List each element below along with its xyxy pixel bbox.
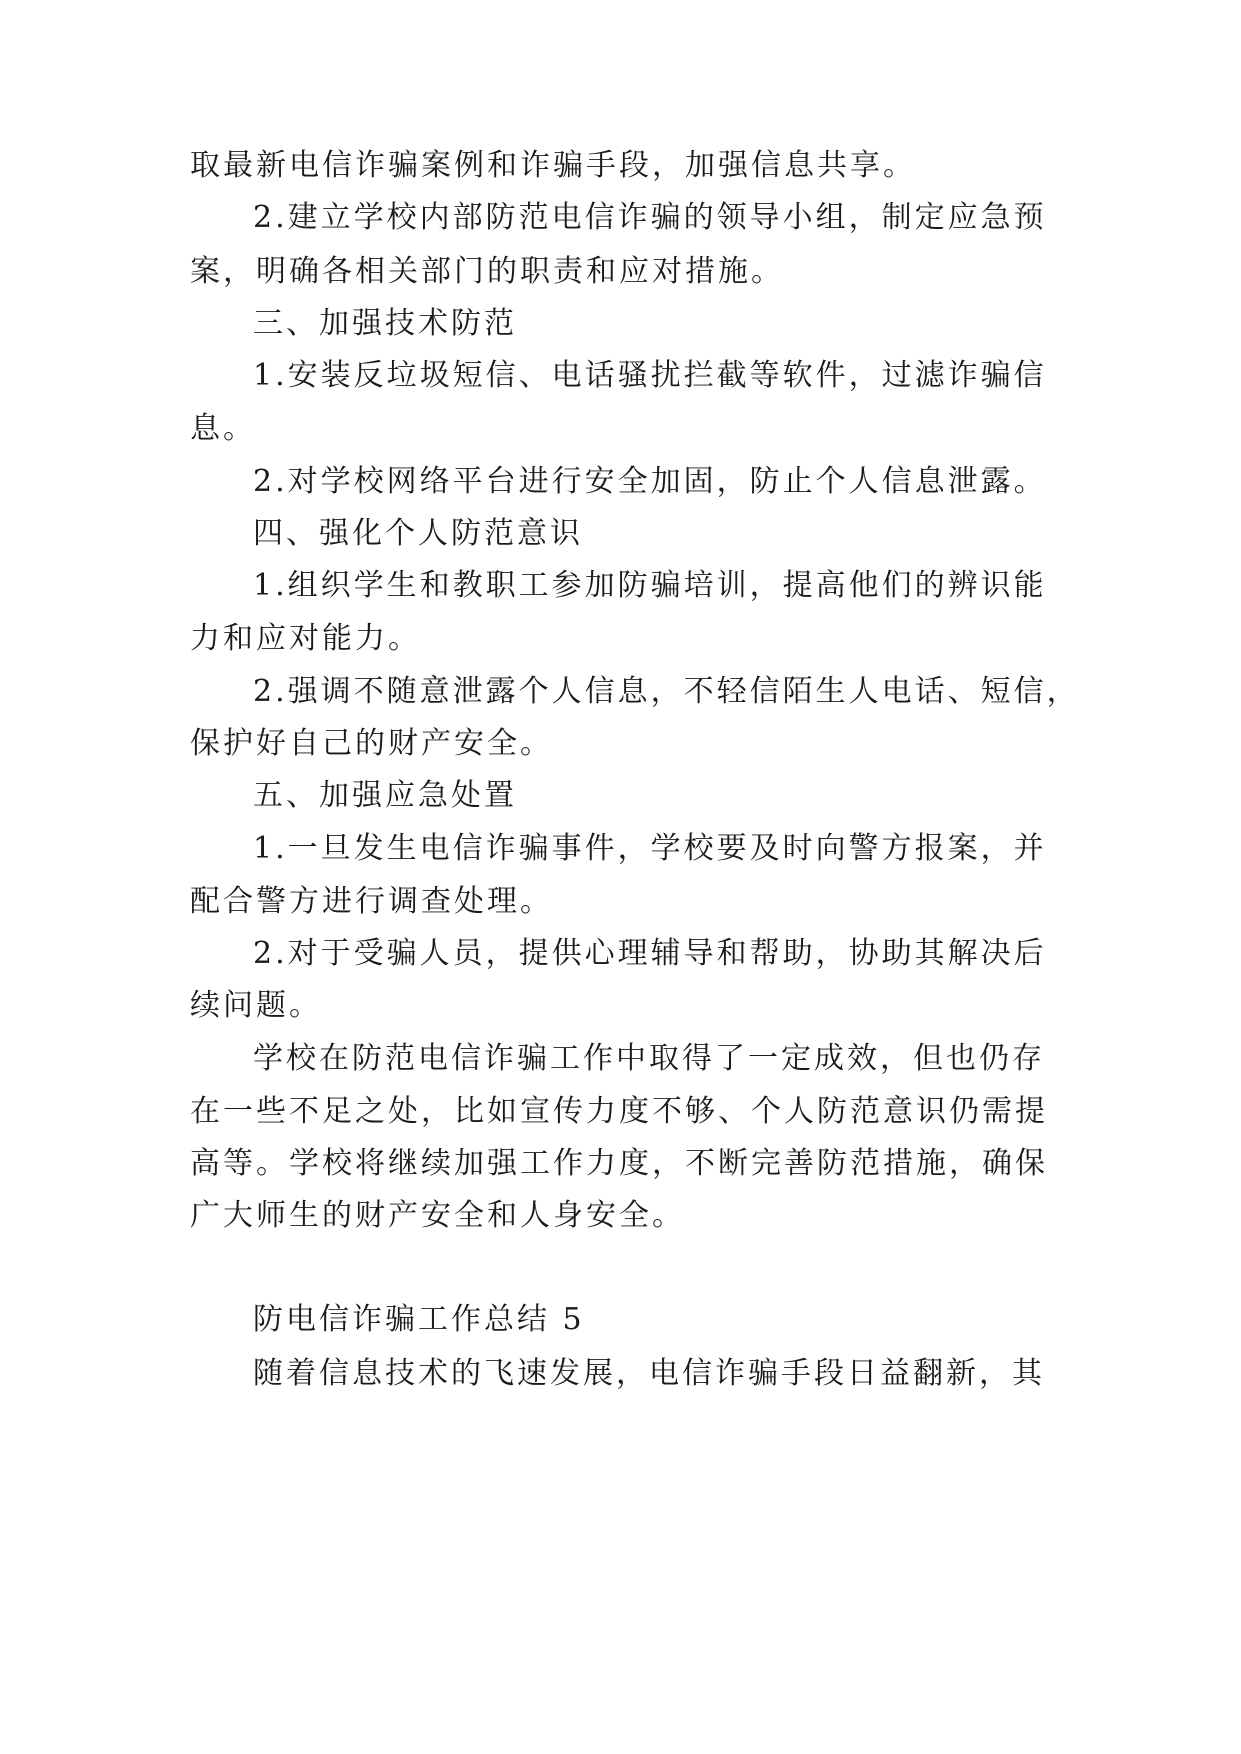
text-line: 配合警方进行调查处理。 — [190, 884, 553, 919]
text-line: 1.安装反垃圾短信、电话骚扰拦截等软件，过滤诈骗信 — [253, 358, 1047, 393]
text-line: 1.组织学生和教职工参加防骗培训，提高他们的辨识能 — [253, 568, 1047, 603]
text-line: 广大师生的财产安全和人身安全。 — [190, 1198, 685, 1233]
text-line: 取最新电信诈骗案例和诈骗手段，加强信息共享。 — [190, 148, 916, 183]
text-line: 保护好自己的财产安全。 — [190, 726, 553, 761]
text-line: 2.强调不随意泄露个人信息，不轻信陌生人电话、短信， — [253, 674, 1080, 709]
text-line: 案，明确各相关部门的职责和应对措施。 — [190, 254, 784, 289]
text-line: 高等。学校将继续加强工作力度，不断完善防范措施，确保 — [190, 1146, 1048, 1181]
text-line: 2.对于受骗人员，提供心理辅导和帮助，协助其解决后 — [253, 936, 1047, 971]
text-line: 在一些不足之处，比如宣传力度不够、个人防范意识仍需提 — [190, 1094, 1048, 1129]
section-heading: 三、加强技术防范 — [253, 306, 517, 341]
section-title: 防电信诈骗工作总结 5 — [253, 1302, 585, 1337]
text-line: 随着信息技术的飞速发展，电信诈骗手段日益翻新，其 — [253, 1356, 1045, 1391]
text-line: 学校在防范电信诈骗工作中取得了一定成效，但也仍存 — [253, 1041, 1045, 1076]
text-line: 力和应对能力。 — [190, 621, 421, 656]
text-line: 2.建立学校内部防范电信诈骗的领导小组，制定应急预 — [253, 200, 1047, 235]
section-heading: 五、加强应急处置 — [253, 778, 517, 813]
text-line: 续问题。 — [190, 988, 322, 1023]
text-line: 1.一旦发生电信诈骗事件，学校要及时向警方报案，并 — [253, 831, 1047, 866]
text-line: 息。 — [190, 411, 256, 446]
section-heading: 四、强化个人防范意识 — [253, 516, 583, 551]
text-line: 2.对学校网络平台进行安全加固，防止个人信息泄露。 — [253, 464, 1047, 499]
